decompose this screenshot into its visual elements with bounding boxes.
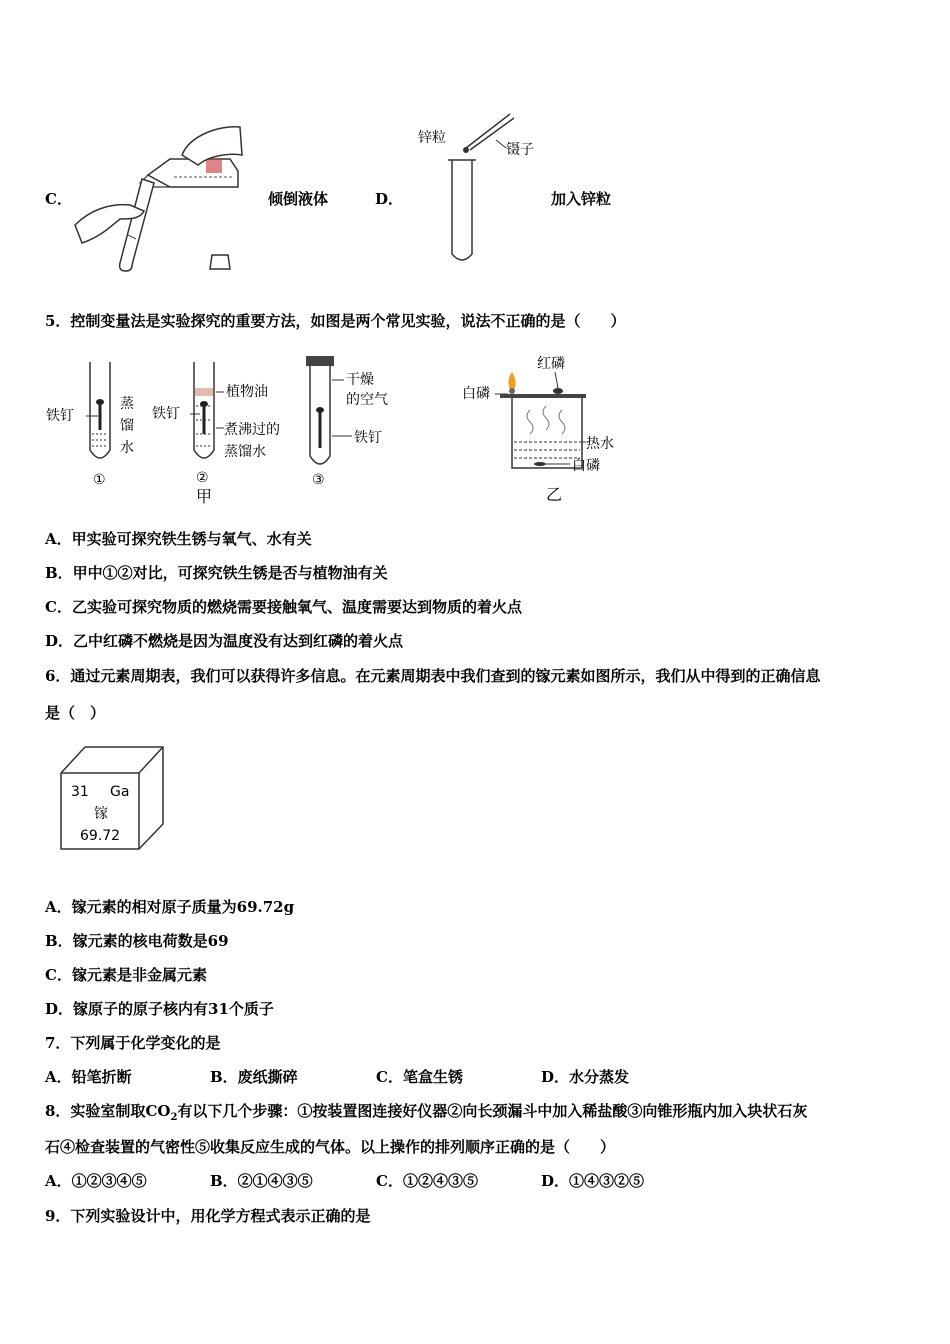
- q5-experiment-figure: [40, 350, 630, 510]
- q5-option-c: C．乙实验可探究物质的燃烧需要接触氧气、温度需要达到物质的着火点: [45, 598, 522, 616]
- group-jia-label: 甲: [196, 487, 213, 506]
- tube3-number: ③: [312, 472, 325, 488]
- element-symbol: Ga: [110, 784, 130, 800]
- tube2-number: ②: [196, 470, 209, 486]
- beaker-label-white-phosphorus-bottom: 白磷: [572, 458, 600, 474]
- q8-stem-line2: 石④检查装置的气密性⑤收集反应生成的气体。以上操作的排列顺序正确的是（ ）: [45, 1138, 616, 1156]
- tube1-label-water-3: 水: [120, 440, 134, 456]
- q4-option-c-caption: 倾倒液体: [268, 190, 329, 208]
- q7-stem: 7．下列属于化学变化的是: [45, 1034, 221, 1052]
- q8-option-b: B．②①④③⑤: [210, 1172, 313, 1190]
- zinc-granule-icon: [463, 147, 469, 153]
- tube1-number: ①: [93, 472, 106, 488]
- q4-option-c-letter: C．: [45, 190, 72, 208]
- beaker-label-red-phosphorus: 红磷: [537, 356, 565, 372]
- element-atomic-number: 31: [71, 784, 89, 800]
- element-atomic-mass: 69.72: [80, 828, 121, 844]
- q6-option-b: B．镓元素的核电荷数是69: [45, 932, 229, 950]
- group-yi-label: 乙: [546, 485, 563, 504]
- element-name: 镓: [94, 806, 108, 822]
- q7-option-a: A．铅笔折断: [45, 1068, 132, 1086]
- stopper-icon: [210, 255, 230, 269]
- q4-option-d-caption: 加入锌粒: [551, 190, 612, 208]
- q5-option-d: D．乙中红磷不燃烧是因为温度没有达到红磷的着火点: [45, 632, 404, 650]
- gallium-element-card: [58, 744, 168, 854]
- tube-1: [46, 362, 134, 488]
- q5-stem: 5．控制变量法是实验探究的重要方法，如图是两个常见实验，说法不正确的是（ ）: [45, 312, 626, 330]
- q5-option-a: A．甲实验可探究铁生锈与氧气、水有关: [45, 530, 312, 548]
- tube2-label-water-2: 蒸馏水: [224, 444, 266, 460]
- tube-3: [306, 356, 388, 488]
- q8-option-c: C．①②④③⑤: [376, 1172, 478, 1190]
- beaker-label-hot-water: 热水: [586, 436, 614, 452]
- label-tweezers: 镊子: [506, 142, 534, 158]
- q6-option-a: A．镓元素的相对原子质量为69.72g: [45, 898, 295, 916]
- test-tube-icon: [120, 179, 154, 271]
- q9-stem: 9．下列实验设计中，用化学方程式表示正确的是: [45, 1207, 371, 1225]
- q6-option-d: D．镓原子的原子核内有31个质子: [45, 1000, 274, 1018]
- q7-option-c: C．笔盒生锈: [376, 1068, 463, 1086]
- tube1-label-water-2: 馏: [120, 418, 134, 434]
- tube2-label-water-1: 煮沸过的: [224, 422, 280, 438]
- q8-stem-line1: 8．实验室制取$CO_2$有以下几个步骤：①按装置图连接好仪器②向长颈漏斗中加入稀盐酸③向锥形瓶内加入块状石灰: [45, 1102, 808, 1123]
- tube2-label-oil: 植物油: [226, 384, 268, 400]
- tube3-label-air-2: 的空气: [346, 392, 388, 408]
- beaker-label-white-phosphorus-top: 白磷: [462, 386, 490, 402]
- label-zinc: 锌粒: [418, 130, 446, 146]
- test-tube-icon: [452, 160, 472, 260]
- combustion-beaker: [462, 355, 614, 504]
- q4-option-d-letter: D．: [375, 190, 404, 208]
- tube3-label-nail: 铁钉: [354, 430, 382, 446]
- tube2-label-nail: 铁钉: [152, 406, 180, 422]
- tube3-label-air-1: 干燥: [346, 372, 374, 388]
- q8-option-d: D．①④③②⑤: [541, 1172, 645, 1190]
- tube1-label-water-1: 蒸: [120, 396, 134, 412]
- pouring-liquid-figure: [70, 115, 250, 275]
- tube-2: [152, 362, 280, 506]
- q7-option-d: D．水分蒸发: [541, 1068, 630, 1086]
- q6-stem-line2: 是（ ）: [45, 704, 106, 722]
- q7-option-b: B．废纸撕碎: [210, 1068, 298, 1086]
- q5-option-b: B．甲中①②对比，可探究铁生锈是否与植物油有关: [45, 564, 388, 582]
- q6-stem-line1: 6．通过元素周期表，我们可以获得许多信息。在元素周期表中我们查到的镓元素如图所示，我们从中得到的正确信息: [45, 667, 821, 685]
- q6-option-c: C．镓元素是非金属元素: [45, 966, 207, 984]
- adding-zinc-figure: [410, 110, 560, 270]
- q8-option-a: A．①②③④⑤: [45, 1172, 147, 1190]
- tube1-label-nail: 铁钉: [46, 408, 74, 424]
